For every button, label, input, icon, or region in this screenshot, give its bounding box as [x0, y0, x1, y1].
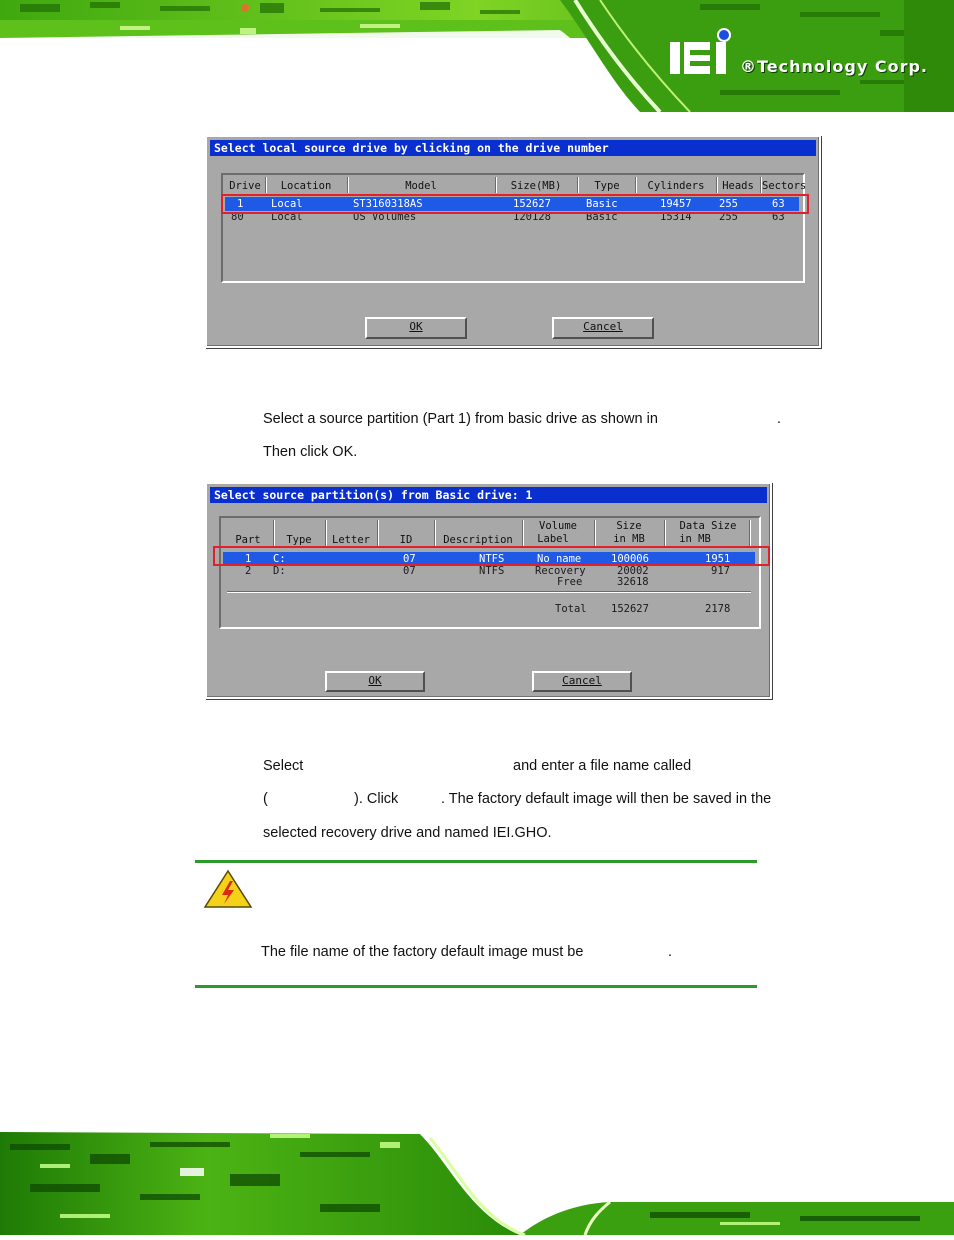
part-1-label: No name: [537, 553, 582, 565]
drive-1-cylinders: 19457: [660, 198, 692, 210]
step-text-line-3: selected recovery drive and named IEI.GHO.: [263, 825, 552, 841]
col-model[interactable]: Model: [405, 180, 437, 192]
instruction-line-2: Then click OK.: [263, 444, 358, 460]
part-2-type: D:: [273, 565, 286, 577]
free-label: Free: [557, 576, 583, 588]
drive-1-heads: 255: [719, 198, 738, 210]
page-header-banner: [0, 0, 954, 112]
drive-list-panel: [221, 173, 805, 283]
drive-1-sectors: 63: [772, 198, 785, 210]
part-2-description: NTFS: [479, 565, 505, 577]
col-volume-label-2[interactable]: Label: [537, 533, 569, 545]
select-source-partition-dialog: [205, 482, 772, 699]
col-size-2[interactable]: in MB: [613, 533, 645, 545]
warning-text: The file name of the factory default image must be: [261, 944, 584, 960]
drive-1-number: 1: [237, 198, 244, 210]
instruction-line-1: [263, 411, 658, 427]
instruction-text: Select a source partition (Part 1) from basic drive as shown in: [263, 411, 658, 427]
col-id[interactable]: ID: [399, 534, 413, 546]
drive-80-location: Local: [271, 211, 303, 223]
circuit-board-footer-graphic: [0, 1124, 954, 1235]
drive-80-sectors: 63: [772, 211, 785, 223]
cancel-button[interactable]: [552, 317, 654, 339]
part-1-type: C:: [273, 553, 286, 565]
selection-highlight-box: [221, 194, 809, 214]
part-1-description: NTFS: [479, 553, 505, 565]
step-text-line-1b: and enter a file name called: [513, 758, 692, 774]
ok-button-label: OK: [368, 674, 382, 687]
drive-80-type: Basic: [586, 211, 618, 223]
step-text-line-2b: ). Click: [354, 791, 399, 807]
part-1-size: 100006: [611, 553, 649, 565]
drive-1-location: Local: [271, 198, 303, 210]
warning-text-end: .: [668, 944, 673, 960]
col-description[interactable]: Description: [443, 534, 513, 546]
col-heads[interactable]: Heads: [722, 180, 754, 192]
part-2-size: 20002: [617, 565, 649, 577]
col-location[interactable]: Location: [280, 180, 332, 192]
totals-divider: [227, 591, 751, 593]
select-source-drive-dialog: [205, 135, 821, 348]
dialog-title: Select source partition(s) from Basic drive: 1: [210, 487, 767, 503]
part-2-data-size: 917: [711, 565, 730, 577]
cancel-button-label: Cancel: [562, 674, 602, 687]
iei-logo: [668, 28, 738, 78]
total-size: 152627: [611, 603, 649, 615]
partition-list-panel: [219, 516, 761, 629]
ok-button[interactable]: [365, 317, 467, 339]
warning-icon: [203, 869, 253, 909]
part-1-number: 1: [245, 553, 252, 565]
part-2-number[interactable]: 2: [245, 565, 252, 577]
step-text-line-2c: . The factory default image will then be saved in the: [441, 791, 772, 807]
drive-1-size: 152627: [513, 198, 551, 210]
part-2-id: 07: [403, 565, 416, 577]
col-drive[interactable]: Drive: [229, 180, 261, 192]
ok-button[interactable]: [325, 671, 425, 692]
drive-80-model: US Volumes: [353, 211, 417, 223]
ok-button-label: OK: [409, 320, 423, 333]
total-data-size: 2178: [705, 603, 731, 615]
circuit-board-header-graphic: [0, 0, 954, 112]
col-letter[interactable]: Letter: [332, 534, 370, 546]
col-size[interactable]: Size(MB): [510, 180, 562, 192]
cancel-button-label: Cancel: [583, 320, 623, 333]
col-type[interactable]: Type: [286, 534, 312, 546]
selection-highlight-box: [213, 546, 770, 566]
warning-top-rule: [195, 860, 757, 863]
cancel-button[interactable]: [532, 671, 632, 692]
total-label: Total: [555, 603, 587, 615]
col-part[interactable]: Part: [235, 534, 261, 546]
step-text-line-2a: (: [263, 791, 268, 807]
part-1-data-size: 1951: [705, 553, 731, 565]
col-size-1[interactable]: Size: [616, 520, 642, 532]
col-data-size-2[interactable]: in MB: [679, 533, 711, 545]
part-1-id: 07: [403, 553, 416, 565]
page-footer-banner: [0, 1124, 954, 1235]
drive-80-cylinders: 15314: [660, 211, 692, 223]
drive-1-type: Basic: [586, 198, 618, 210]
free-size: 32618: [617, 576, 649, 588]
col-volume-label-1[interactable]: Volume: [539, 520, 577, 532]
company-tagline: ®Technology Corp.: [740, 57, 928, 76]
drive-1-model: ST3160318AS: [353, 198, 423, 210]
warning-bottom-rule: [195, 985, 757, 988]
part-2-label: Recovery: [535, 565, 586, 577]
drive-80-heads: 255: [719, 211, 738, 223]
drive-80-size: 120128: [513, 211, 551, 223]
col-cylinders[interactable]: Cylinders: [647, 180, 705, 192]
col-sectors[interactable]: Sectors: [762, 180, 807, 192]
col-data-size-1[interactable]: Data Size: [679, 520, 737, 532]
step-text-line-1a: Select: [263, 758, 304, 774]
dialog-title: Select local source drive by clicking on the drive number: [210, 140, 816, 156]
drive-80-number[interactable]: 80: [231, 211, 244, 223]
instruction-line-1-end: .: [777, 411, 782, 427]
col-type[interactable]: Type: [594, 180, 620, 192]
